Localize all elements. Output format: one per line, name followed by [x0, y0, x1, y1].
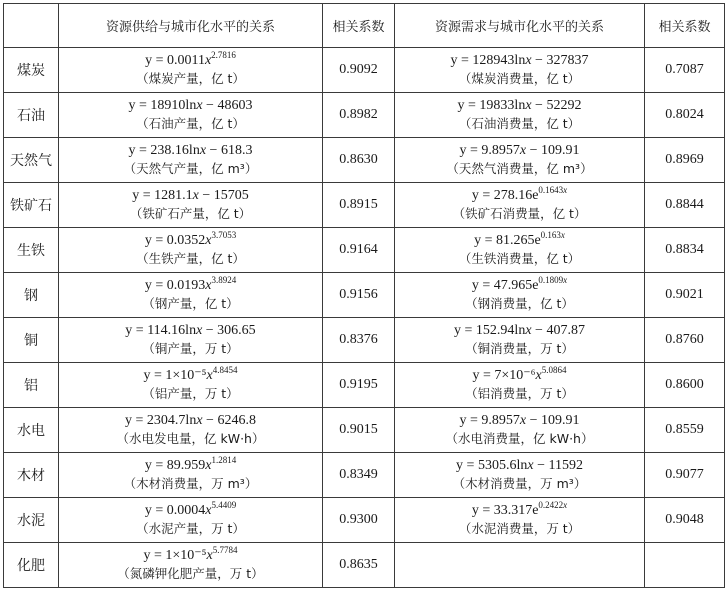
table-row [4, 408, 725, 453]
supply-coefficient: 0.9092 [323, 48, 395, 93]
demand-formula-suffix: − 109.91 [526, 143, 580, 158]
demand-formula-variable: x [535, 368, 542, 383]
supply-formula-cell [59, 48, 323, 93]
supply-formula-variable: x [192, 188, 199, 203]
demand-coefficient: 0.7087 [645, 48, 725, 93]
table-row [4, 498, 725, 543]
supply-formula-suffix: − 15705 [198, 188, 249, 203]
supply-formula [59, 277, 322, 295]
demand-formula-cell [395, 543, 645, 588]
demand-formula-variable: x [519, 413, 527, 428]
demand-formula-prefix: y = 33.317e [471, 503, 539, 518]
table-row [4, 93, 725, 138]
supply-coefficient: 0.9015 [323, 408, 395, 453]
header-demand: 资源需求与城市化水平的关系 [395, 4, 645, 48]
supply-formula-cell [59, 363, 323, 408]
supply-unit: （铜产量，万 t） [142, 341, 239, 356]
supply-formula-exponent: 5.7784 [212, 545, 238, 555]
supply-formula [59, 457, 322, 475]
table-row [4, 183, 725, 228]
supply-formula [59, 547, 322, 565]
supply-formula-variable: x [196, 323, 203, 338]
supply-formula-prefix: y = 1281.1 [132, 188, 193, 203]
supply-formula-prefix: y = 1×10⁻⁵ [143, 548, 207, 563]
resource-name: 木材 [4, 453, 59, 498]
resource-name: 钢 [4, 273, 59, 318]
demand-formula-prefix: y = 9.8957 [459, 143, 520, 158]
header-row [4, 4, 725, 48]
supply-formula-prefix: y = 0.0193 [144, 278, 206, 293]
demand-formula-suffix: − 109.91 [526, 413, 580, 428]
supply-coefficient: 0.9300 [323, 498, 395, 543]
demand-coefficient: 0.9048 [645, 498, 725, 543]
supply-formula-prefix: y = 1×10⁻⁵ [143, 368, 207, 383]
resource-name: 生铁 [4, 228, 59, 273]
demand-formula [395, 322, 644, 340]
supply-formula-prefix: y = 238.16ln [128, 143, 200, 158]
demand-formula-prefix: y = 128943ln [450, 53, 526, 68]
demand-formula-exponent: 0.2422x [538, 500, 568, 510]
demand-formula [395, 367, 644, 385]
supply-formula-exponent: 5.4409 [211, 500, 237, 510]
supply-formula-suffix: − 6246.8 [202, 413, 256, 428]
supply-coefficient: 0.9195 [323, 363, 395, 408]
supply-formula-variable: x [196, 98, 203, 113]
supply-formula-variable: x [205, 278, 212, 293]
demand-formula-cell [395, 93, 645, 138]
demand-unit: （铝消费量，万 t） [465, 386, 574, 401]
demand-formula-exponent: 5.0864 [541, 365, 567, 375]
supply-formula-exponent: 3.7053 [211, 230, 237, 240]
demand-unit: （天然气消费量，亿 m³） [446, 161, 593, 176]
supply-formula-prefix: y = 2304.7ln [125, 413, 197, 428]
demand-coefficient: 0.8834 [645, 228, 725, 273]
demand-formula-cell [395, 453, 645, 498]
demand-formula-prefix: y = 9.8957 [459, 413, 520, 428]
supply-unit: （氮磷钾化肥产量，万 t） [117, 566, 264, 581]
supply-formula-exponent: 2.7816 [211, 50, 236, 60]
demand-formula-cell [395, 48, 645, 93]
header-coef-demand: 相关系数 [645, 4, 725, 48]
table-row [4, 138, 725, 183]
demand-formula-prefix: y = 81.265e [474, 233, 541, 248]
supply-formula-cell [59, 93, 323, 138]
demand-coefficient [645, 543, 725, 588]
supply-formula-prefix: y = 0.0352 [144, 233, 206, 248]
supply-formula-suffix: − 306.65 [202, 323, 256, 338]
supply-unit: （钢产量，亿 t） [142, 296, 239, 311]
demand-coefficient: 0.8844 [645, 183, 725, 228]
supply-formula-cell [59, 273, 323, 318]
resource-name: 铜 [4, 318, 59, 363]
supply-unit: （铁矿石产量，亿 t） [129, 206, 252, 221]
supply-coefficient: 0.8349 [323, 453, 395, 498]
supply-unit: （石油产量，亿 t） [136, 116, 245, 131]
supply-formula-cell [59, 498, 323, 543]
demand-formula-exponent: 0.1809x [538, 275, 568, 285]
demand-formula-variable: x [525, 323, 532, 338]
supply-coefficient: 0.8915 [323, 183, 395, 228]
resource-name: 煤炭 [4, 48, 59, 93]
demand-formula-cell [395, 138, 645, 183]
demand-coefficient: 0.9021 [645, 273, 725, 318]
supply-formula-variable: x [196, 413, 203, 428]
resource-name: 石油 [4, 93, 59, 138]
resource-name: 水泥 [4, 498, 59, 543]
demand-unit: （钢消费量，亿 t） [465, 296, 574, 311]
demand-formula-cell [395, 363, 645, 408]
demand-formula [395, 232, 644, 250]
header-coef-supply: 相关系数 [323, 4, 395, 48]
demand-unit: （铁矿石消费量，亿 t） [452, 206, 587, 221]
demand-formula-cell [395, 183, 645, 228]
demand-formula [395, 187, 644, 205]
demand-formula [395, 52, 644, 70]
demand-formula-cell [395, 498, 645, 543]
supply-coefficient: 0.8982 [323, 93, 395, 138]
resource-name: 水电 [4, 408, 59, 453]
table-row [4, 318, 725, 363]
demand-coefficient: 0.8969 [645, 138, 725, 183]
supply-unit: （水电发电量，亿 kW·h） [116, 431, 265, 446]
demand-unit: （木材消费量，万 m³） [452, 476, 587, 491]
supply-unit: （天然气产量，亿 m³） [123, 161, 258, 176]
supply-formula-variable: x [205, 233, 212, 248]
demand-formula-cell [395, 318, 645, 363]
demand-formula [395, 412, 644, 430]
supply-formula-exponent: 3.8924 [211, 275, 237, 285]
supply-formula-prefix: y = 0.0011 [145, 53, 205, 68]
supply-formula-cell [59, 318, 323, 363]
supply-formula-prefix: y = 18910ln [128, 98, 197, 113]
supply-formula-variable: x [205, 503, 212, 518]
demand-formula-suffix: − 327837 [531, 53, 589, 68]
supply-formula-variable: x [205, 458, 212, 473]
demand-unit: （生铁消费量，亿 t） [458, 251, 581, 266]
supply-formula [59, 367, 322, 385]
demand-formula-prefix: y = 5305.6ln [456, 458, 528, 473]
supply-unit: （木材消费量，万 m³） [123, 476, 258, 491]
supply-formula [59, 142, 322, 160]
table-row [4, 273, 725, 318]
demand-formula-exponent: 0.1643x [538, 185, 568, 195]
supply-formula-cell [59, 183, 323, 228]
demand-formula-cell [395, 408, 645, 453]
demand-formula-suffix: − 11592 [533, 458, 583, 473]
supply-unit: （生铁产量，亿 t） [136, 251, 245, 266]
table-row [4, 228, 725, 273]
supply-formula-suffix: − 618.3 [206, 143, 253, 158]
demand-formula [395, 97, 644, 115]
resource-name: 化肥 [4, 543, 59, 588]
supply-coefficient: 0.8630 [323, 138, 395, 183]
demand-formula-suffix: − 52292 [531, 98, 582, 113]
demand-formula [395, 457, 644, 475]
supply-formula [59, 412, 322, 430]
demand-unit: （石油消费量，亿 t） [458, 116, 581, 131]
resource-name: 铁矿石 [4, 183, 59, 228]
supply-unit: （铝产量，万 t） [142, 386, 239, 401]
supply-formula-prefix: y = 0.0004 [144, 503, 206, 518]
demand-coefficient: 0.8559 [645, 408, 725, 453]
supply-formula-cell [59, 228, 323, 273]
demand-formula-suffix: − 407.87 [531, 323, 585, 338]
demand-formula-prefix: y = 19833ln [457, 98, 526, 113]
demand-unit: （煤炭消费量，亿 t） [458, 71, 581, 86]
supply-formula-variable: x [206, 548, 213, 563]
demand-formula [395, 502, 644, 520]
supply-formula [59, 52, 322, 70]
supply-formula-exponent: 4.8454 [212, 365, 238, 375]
header-supply: 资源供给与城市化水平的关系 [59, 4, 323, 48]
table-wrapper [3, 3, 725, 588]
demand-coefficient: 0.8024 [645, 93, 725, 138]
table-row [4, 48, 725, 93]
supply-formula-cell [59, 138, 323, 183]
table-row [4, 363, 725, 408]
supply-formula [59, 232, 322, 250]
demand-formula-prefix: y = 278.16e [471, 188, 539, 203]
supply-formula-suffix: − 48603 [202, 98, 253, 113]
demand-formula-cell [395, 273, 645, 318]
demand-formula [395, 142, 644, 160]
supply-formula-exponent: 1.2814 [211, 455, 237, 465]
demand-formula-variable: x [525, 98, 532, 113]
supply-formula-prefix: y = 89.959 [144, 458, 206, 473]
demand-formula-cell [395, 228, 645, 273]
table-body [4, 48, 725, 588]
demand-formula-variable: x [525, 53, 532, 68]
correlation-table [3, 3, 725, 588]
demand-formula-variable: x [519, 143, 527, 158]
supply-coefficient: 0.9164 [323, 228, 395, 273]
demand-formula-prefix: y = 7×10⁻⁶ [472, 368, 536, 383]
supply-unit: （水泥产量，万 t） [136, 521, 245, 536]
supply-unit: （煤炭产量，亿 t） [136, 71, 245, 86]
supply-coefficient: 0.8376 [323, 318, 395, 363]
supply-formula [59, 322, 322, 340]
table-row [4, 543, 725, 588]
table-row [4, 453, 725, 498]
demand-unit: （水泥消费量，万 t） [458, 521, 581, 536]
demand-coefficient: 0.9077 [645, 453, 725, 498]
demand-formula [395, 277, 644, 295]
demand-formula-prefix: y = 47.965e [471, 278, 539, 293]
header-resource [4, 4, 59, 48]
supply-formula-cell [59, 408, 323, 453]
resource-name: 铝 [4, 363, 59, 408]
supply-formula [59, 97, 322, 115]
demand-coefficient: 0.8600 [645, 363, 725, 408]
supply-formula-cell [59, 543, 323, 588]
supply-formula-variable: x [206, 368, 213, 383]
demand-unit: （水电消费量，亿 kW·h） [445, 431, 594, 446]
demand-coefficient: 0.8760 [645, 318, 725, 363]
demand-formula-variable: x [527, 458, 534, 473]
demand-unit: （铜消费量，万 t） [465, 341, 574, 356]
supply-coefficient: 0.8635 [323, 543, 395, 588]
supply-formula-variable: x [204, 53, 212, 68]
supply-formula [59, 187, 322, 205]
supply-formula-variable: x [199, 143, 207, 158]
supply-formula-cell [59, 453, 323, 498]
resource-name: 天然气 [4, 138, 59, 183]
supply-formula [59, 502, 322, 520]
supply-formula-prefix: y = 114.16ln [125, 323, 197, 338]
supply-coefficient: 0.9156 [323, 273, 395, 318]
demand-formula-exponent: 0.163x [540, 230, 565, 240]
demand-formula-prefix: y = 152.94ln [454, 323, 526, 338]
